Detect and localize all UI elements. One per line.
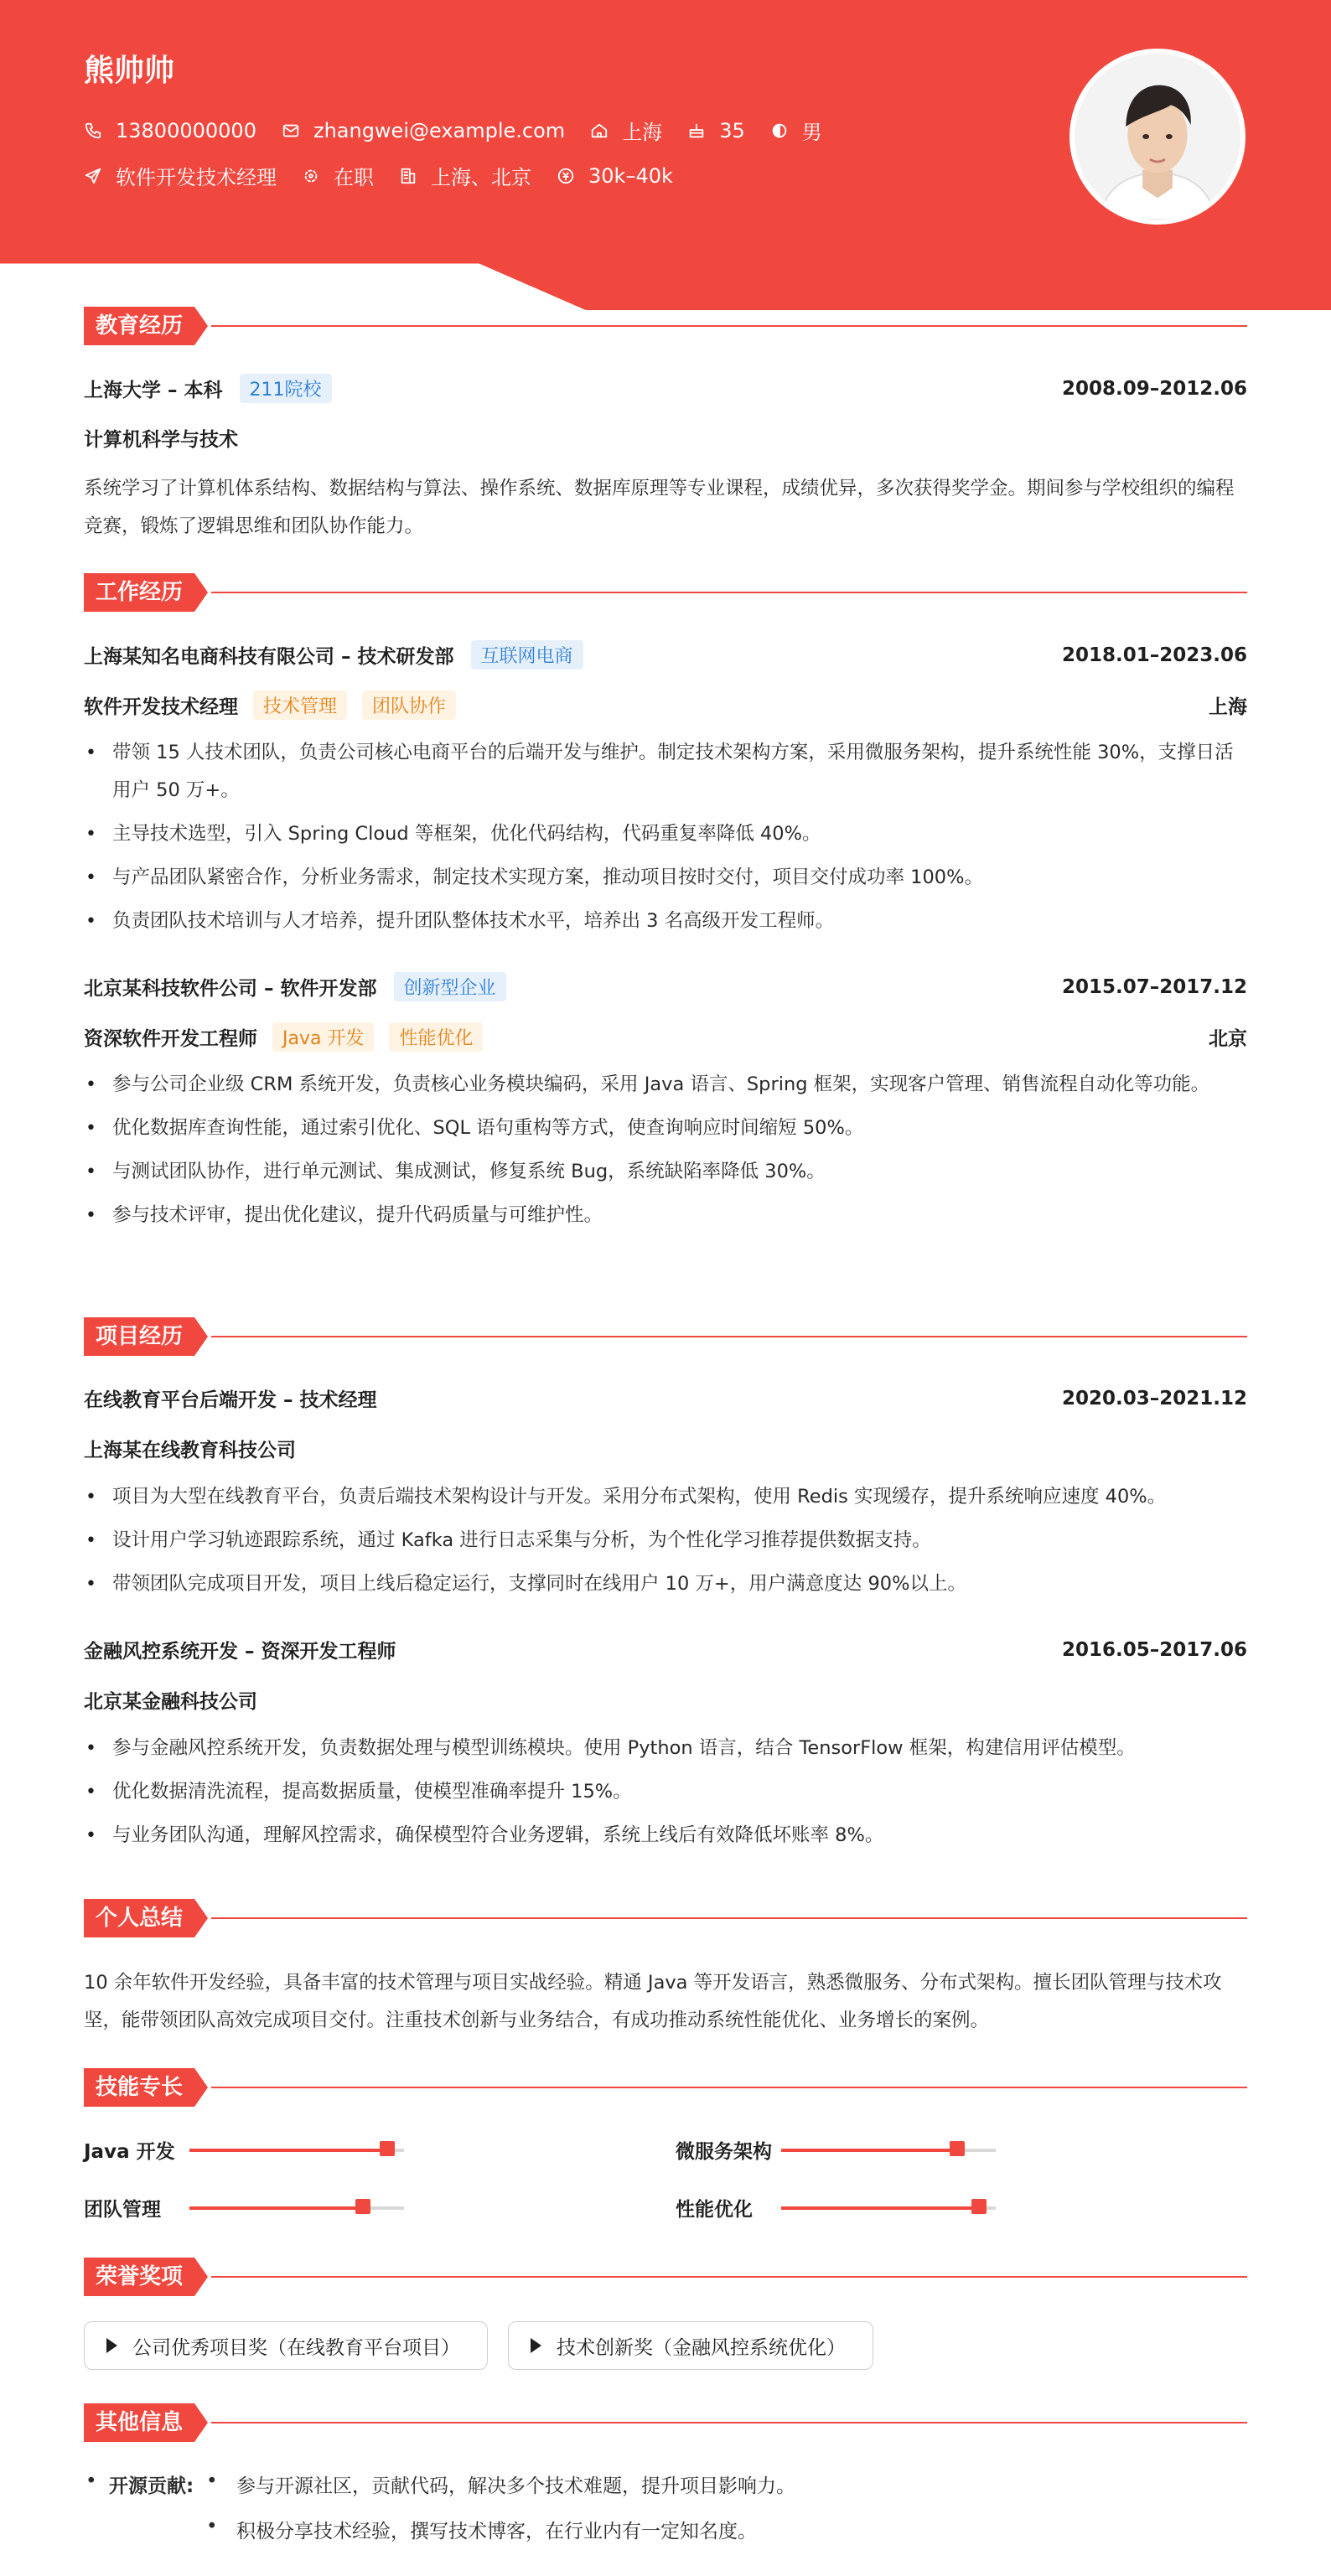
avatar <box>1069 49 1246 225</box>
candidate-name: 熊帅帅 <box>84 54 175 88</box>
gender-text: 男 <box>801 121 822 144</box>
skill-item <box>676 2194 996 2222</box>
location-text: 上海 <box>622 121 663 144</box>
skill-bar-fill <box>189 2206 363 2210</box>
mail-icon <box>282 122 300 140</box>
list-item: • 主导技术选型，引入 Spring Cloud 等框架，优化代码结构，代码重复率降低 40%。 <box>84 815 1247 853</box>
skill-item <box>676 2136 996 2164</box>
education-school: 上海大学 – 本科 <box>84 380 223 401</box>
intent-row <box>84 161 698 190</box>
skill-name: 性能优化 <box>676 2199 753 2221</box>
list-item: • 参与金融风控系统开发，负责数据处理与模型训练模块。使用 Python 语言，结合 TensorFlow 框架，构建信用评估模型。 <box>84 1730 1247 1767</box>
play-triangle-icon <box>531 2338 541 2353</box>
skill-bar-knob <box>355 2199 370 2214</box>
section-divider <box>211 325 1247 327</box>
skill-bar-fill <box>781 2206 979 2210</box>
project-2-header-row <box>84 1636 1247 1663</box>
job-company: 北京某科技软件公司 – 软件开发部 <box>84 978 377 1000</box>
location-item <box>590 116 662 145</box>
skill-bar-knob <box>971 2199 987 2214</box>
award-item <box>84 2321 488 2370</box>
section-skills-title <box>84 2068 1247 2107</box>
phone-item <box>84 119 256 142</box>
status-item <box>302 161 374 190</box>
project-company: 上海某在线教育科技公司 <box>84 1440 296 1461</box>
education-header-row <box>84 374 1247 403</box>
award-text: 技术创新奖（金融风控系统优化） <box>557 2336 846 2359</box>
list-item: • 负责团队技术培训与人才培养，提升团队整体技术水平，培养出 3 名高级开发工程师。 <box>84 903 1247 940</box>
section-label: 技能专长 <box>84 2068 194 2107</box>
other-item-text: 参与开源社区，贡献代码，解决多个技术难题，提升项目影响力。 <box>236 2475 795 2497</box>
education-major: 计算机科学与技术 <box>84 429 238 451</box>
job-2-bullets <box>84 1066 1247 1240</box>
award-text: 公司优秀项目奖（在线教育平台项目） <box>132 2336 460 2359</box>
avatar-portrait-icon <box>1075 54 1240 220</box>
job-city: 上海 <box>1209 696 1247 718</box>
project-1-header-row <box>84 1384 1247 1412</box>
send-icon <box>84 167 102 185</box>
list-item: • 优化数据库查询性能，通过索引优化、SQL 语句重构等方式，使查询响应时间缩短 50%。 <box>84 1110 1247 1147</box>
section-summary-title <box>84 1899 1247 1937</box>
skill-bar-fill <box>781 2149 957 2152</box>
section-divider <box>211 1336 1247 1337</box>
salary-item <box>557 164 673 188</box>
skill-item <box>84 2194 404 2222</box>
gender-icon <box>770 122 789 140</box>
skill-name: 微服务架构 <box>676 2141 772 2163</box>
section-label: 工作经历 <box>84 573 194 612</box>
section-divider <box>211 2422 1247 2423</box>
skill-bar-knob <box>380 2141 395 2156</box>
skill-name: 团队管理 <box>84 2199 161 2221</box>
other-item-text: 积极分享技术经验，撰写技术博客，在行业内有一定知名度。 <box>236 2521 757 2542</box>
list-item: • 与产品团队紧密合作，分析业务需求，制定技术实现方案，推动项目按时交付，项目交付成功率 100%。 <box>84 859 1247 897</box>
salary-text: 30k–40k <box>588 163 673 188</box>
home-icon <box>590 122 609 140</box>
skill-name: Java 开发 <box>84 2141 175 2163</box>
skill-item <box>84 2136 404 2164</box>
job-2-header-row <box>84 972 1247 1001</box>
bullet-dot: • <box>206 2470 218 2492</box>
section-label: 教育经历 <box>84 307 194 345</box>
skill-bar <box>781 2149 996 2152</box>
skill-bar-fill <box>189 2149 387 2152</box>
section-label: 其他信息 <box>84 2403 194 2442</box>
list-item: • 参与技术评审，提出优化建议，提升代码质量与可维护性。 <box>84 1197 1247 1234</box>
job-1-bullets <box>84 734 1247 946</box>
education-major-row <box>84 424 1247 452</box>
age-item <box>687 119 745 142</box>
job-1-header-row <box>84 640 1247 670</box>
contact-row <box>84 116 847 145</box>
list-item: • 与测试团队协作，进行单元测试、集成测试，修复系统 Bug，系统缺陷率降低 30%。 <box>84 1153 1247 1191</box>
project-1-company-row <box>84 1435 1247 1462</box>
skill-bar <box>189 2206 404 2210</box>
cities-item <box>399 161 531 190</box>
list-item: • 优化数据清洗流程，提高数据质量，使模型准确率提升 15%。 <box>84 1773 1247 1811</box>
list-item: • 与业务团队沟通，理解风控需求，确保模型符合业务逻辑，系统上线后有效降低坏账率 8%。 <box>84 1817 1247 1854</box>
section-projects-title <box>84 1317 1247 1356</box>
job-skill-tag: 技术管理 <box>253 691 347 720</box>
skill-bar <box>189 2149 404 2152</box>
cake-icon <box>687 122 706 140</box>
job-company: 上海某知名电商科技有限公司 – 技术研发部 <box>84 646 454 668</box>
cities-text: 上海、北京 <box>431 166 531 189</box>
section-label: 个人总结 <box>84 1899 194 1937</box>
list-item: • 带领 15 人技术团队，负责公司核心电商平台的后端开发与维护。制定技术架构方案，采用微服务架构，提升系统性能 30%，支撑日活用户 50 万+。 <box>84 734 1247 810</box>
project-2-company-row <box>84 1686 1247 1714</box>
section-divider <box>211 2276 1247 2278</box>
status-text: 在职 <box>334 166 374 189</box>
list-item: • 带领团队完成项目开发，项目上线后稳定运行，支撑同时在线用户 10 万+，用户满意度达 90%以上。 <box>84 1565 1247 1603</box>
section-other-title <box>84 2403 1247 2442</box>
section-label: 项目经历 <box>84 1317 194 1356</box>
education-dates: 2008.09–2012.06 <box>1061 377 1247 400</box>
job-1-role-row <box>84 691 1247 720</box>
job-target-text: 软件开发技术经理 <box>116 166 277 189</box>
list-item: • 设计用户学习轨迹跟踪系统，通过 Kafka 进行日志采集与分析，为个性化学习推荐提供数据支持。 <box>84 1522 1247 1560</box>
project-dates: 2016.05–2017.06 <box>1061 1638 1247 1661</box>
job-dates: 2015.07–2017.12 <box>1061 975 1247 998</box>
section-awards-title <box>84 2258 1247 2296</box>
other-label: 开源贡献: <box>109 2475 194 2497</box>
education-description: 系统学习了计算机体系结构、数据结构与算法、操作系统、数据库原理等专业课程，成绩优异，多次获得奖学金。期间参与学校组织的编程竞赛，锻炼了逻辑思维和团队协作能力。 <box>84 478 1235 537</box>
job-dates: 2018.01–2023.06 <box>1061 644 1247 666</box>
job-role: 资深软件开发工程师 <box>84 1028 257 1050</box>
job-industry-tag: 创新型企业 <box>394 972 506 1001</box>
project-dates: 2020.03–2021.12 <box>1061 1387 1247 1410</box>
section-label: 荣誉奖项 <box>84 2258 194 2296</box>
education-tag: 211院校 <box>240 374 332 403</box>
project-company: 北京某金融科技公司 <box>84 1691 257 1713</box>
job-role: 软件开发技术经理 <box>84 696 238 718</box>
age-text: 35 <box>719 118 745 142</box>
section-work-title <box>84 573 1247 612</box>
bullet-dot: • <box>206 2516 218 2537</box>
status-icon <box>302 167 320 185</box>
skill-bar <box>781 2206 996 2210</box>
list-item: • 参与公司企业级 CRM 系统开发，负责核心业务模块编码，采用 Java 语言、Spring 框架，实现客户管理、销售流程自动化等功能。 <box>84 1066 1247 1104</box>
project-1-bullets <box>84 1478 1247 1609</box>
email-text: zhangwei@example.com <box>313 118 566 142</box>
job-industry-tag: 互联网电商 <box>471 640 583 670</box>
gender-item <box>770 116 822 145</box>
section-education-title <box>84 307 1247 345</box>
job-skill-tag: 团队协作 <box>362 691 456 720</box>
salary-icon <box>557 167 575 185</box>
project-name: 在线教育平台后端开发 – 技术经理 <box>84 1389 377 1411</box>
phone-text: 13800000000 <box>116 118 256 142</box>
section-divider <box>211 1917 1247 1919</box>
skill-bar-knob <box>950 2141 965 2156</box>
project-2-bullets <box>84 1730 1247 1860</box>
job-target-item <box>84 161 277 190</box>
project-name: 金融风控系统开发 – 资深开发工程师 <box>84 1641 396 1663</box>
play-triangle-icon <box>106 2338 117 2353</box>
building-icon <box>399 167 417 185</box>
phone-icon <box>84 122 102 140</box>
bullet-dot: • <box>85 2470 97 2492</box>
job-skill-tag: 性能优化 <box>389 1022 483 1052</box>
list-item: • 项目为大型在线教育平台，负责后端技术架构设计与开发。采用分布式架构，使用 Redis 实现缓存，提升系统响应速度 40%。 <box>84 1478 1247 1516</box>
section-divider <box>211 2087 1247 2088</box>
job-city: 北京 <box>1209 1028 1247 1050</box>
summary-text: 10 余年软件开发经验，具备丰富的技术管理与项目实战经验。精通 Java 等开发语言，熟悉微服务、分布式架构。擅长团队管理与技术攻坚，能带领团队高效完成项目交付。注重技术创新与业务结合，有成功推动系统性能优化、业务增长的案例。 <box>84 1972 1222 2031</box>
award-item <box>508 2321 873 2370</box>
section-divider <box>211 592 1247 593</box>
job-skill-tag: Java 开发 <box>272 1022 374 1052</box>
email-item <box>282 119 565 142</box>
job-2-role-row <box>84 1022 1247 1052</box>
